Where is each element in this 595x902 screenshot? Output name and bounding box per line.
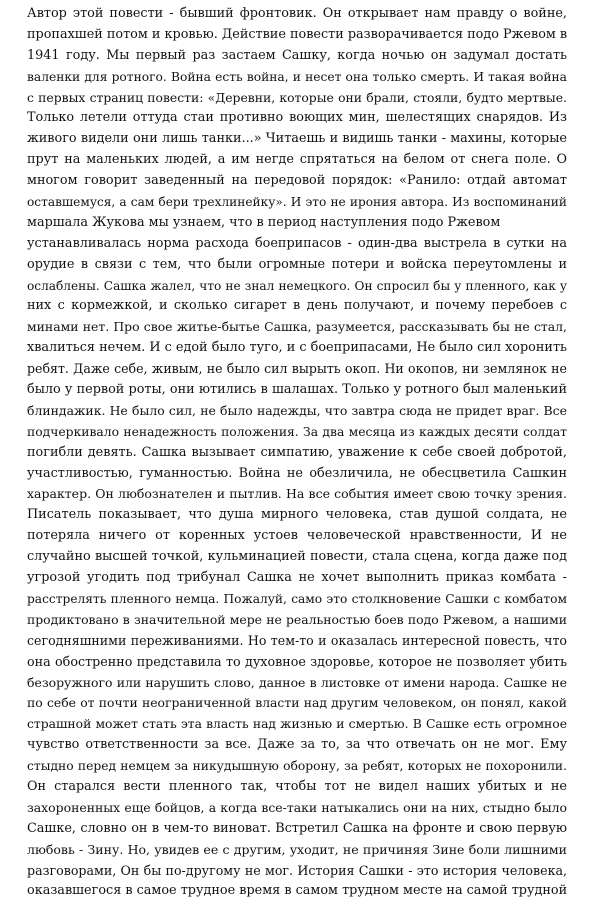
text-line: сегодняшними переживаниями. Но тем-то и оказалась интересной повесть, что xyxy=(27,632,567,648)
text-line: с первых страниц повести: «Деревни, которые они брали, стояли, будто мертвые. xyxy=(27,90,567,105)
text-line: расстрелять пленного немца. Пожалуй, само это столкновение Сашки с комбатом xyxy=(27,591,567,606)
text-line: потеряла ничего от коренных устоев человеческой нравственности, И не xyxy=(27,528,567,544)
text-line: захороненных еще бойцов, а когда все-таки натыкались они на них, стыдно было xyxy=(27,799,567,815)
text-line: Автор этой повести - бывший фронтовик. Он открывает нам правду о войне, xyxy=(27,6,567,21)
text-line: чувство ответственности за все. Даже за то, за что отвечать он не мог. Ему xyxy=(27,737,567,753)
text-line: многом говорит заведенный на передовой порядок: «Ранило: отдай автомат xyxy=(27,173,567,189)
text-line: подчеркивало ненадежность положения. За два месяца из каждых десяти солдат xyxy=(27,424,567,439)
text-line: прут на маленьких людей, а им негде спрятаться на белом от снега поле. О xyxy=(27,152,567,168)
text-line: Он старался вести пленного так, чтобы тот не видел наших убитых и не xyxy=(27,778,567,794)
text-line: 1941 году. Мы первый раз застаем Сашку, когда ночью он задумал достать xyxy=(27,47,567,63)
text-line: ослаблены. Сашка жалел, что не знал немецкого. Он спросил бы у пленного, как у xyxy=(27,278,567,293)
text-line: характер. Он любознателен и пытлив. На все события имеет свою точку зрения. xyxy=(27,486,567,502)
text-line: безоружного или нарушить слово, данное в листовке от имени народа. Сашке не xyxy=(27,674,567,690)
text-line: Писатель показывает, что душа мирного человека, став душой солдата, не xyxy=(27,507,567,523)
text-line: было у первой роты, они ютились в шалашах. Только у ротного был маленький xyxy=(27,382,567,398)
text-line: устанавливалась норма расхода боеприпасов - один-два выстрела в сутки на xyxy=(27,235,567,251)
text-line: стыдно перед немцем за никудышную оборону, за ребят, которых не похоронили. xyxy=(27,759,567,774)
text-line: случайно высшей точкой, кульминацией повести, стала сцена, когда даже под xyxy=(27,549,567,565)
text-line: участливостью, гуманностью. Война не обезличила, не обесцветила Сашкин xyxy=(27,465,567,481)
text-line: погибли девять. Сашка вызывает симпатию, уважение к себе своей добротой, xyxy=(27,444,567,460)
text-line: них с кормежкой, и сколько сигарет в день получают, и почему перебоев с xyxy=(27,298,567,314)
text-line: орудие в связи с тем, что были огромные потери и войска переутомлены и xyxy=(27,256,567,272)
text-line: живого видели они лишь танки...» Читаешь и видишь танки - махины, которые xyxy=(27,131,567,147)
text-line: продиктовано в значительной мере не реальностью боев подо Ржевом, а нашими xyxy=(27,611,567,627)
text-line: оставшемуся, а сам бери трехлинейку». И это не ирония автора. Из воспоминаний xyxy=(27,195,567,210)
text-line: валенки для ротного. Война есть война, и несет она только смерть. И такая война xyxy=(27,69,567,84)
text-line: по себе от почти неограниченной власти над другим человеком, он понял, какой xyxy=(27,695,567,711)
text-line: маршала Жукова мы узнаем, что в период наступления подо Ржевом xyxy=(27,214,501,230)
text-line: она обостренно представила то духовное здоровье, которое не позволяет убить xyxy=(27,653,567,669)
text-line: угрозой угодить под трибунал Сашка не хочет выполнить приказ комбата - xyxy=(27,570,567,586)
text-line: ребят. Даже себе, живым, не было сил вырыть окоп. Ни окопов, ни землянок не xyxy=(27,361,567,377)
document-page xyxy=(27,4,567,902)
text-line: любовь - Зину. Но, увидев ее с другим, уходит, не причиняя Зине боли лишними xyxy=(27,841,567,857)
text-line: блиндажик. Не было сил, не было надежды, что завтра сюда не придет враг. Все xyxy=(27,402,567,418)
text-line: Сашке, словно он в чем-то виноват. Встретил Сашка на фронте и свою первую xyxy=(27,820,567,836)
text-line: страшной может стать эта власть над жизнью и смертью. В Сашке есть огромное xyxy=(27,717,567,732)
text-line: пропахшей потом и кровью. Действие повести разворачивается подо Ржевом в xyxy=(27,26,568,42)
text-line: хвалиться нечем. И с едой было туго, и с боеприпасами, Не было сил хоронить xyxy=(27,340,567,356)
text-line: оказавшегося в самое трудное время в самом трудном месте на самой трудной xyxy=(27,883,568,899)
text-line: разговорами, Он бы по-другому не мог. История Сашки - это история человека, xyxy=(27,862,567,878)
text-line: минами нет. Про свое житье-бытье Сашка, разумеется, рассказывать бы не стал, xyxy=(27,319,567,335)
text-line: Только летели оттуда стаи противно воющих мин, шелестящих снарядов. Из xyxy=(27,110,567,126)
